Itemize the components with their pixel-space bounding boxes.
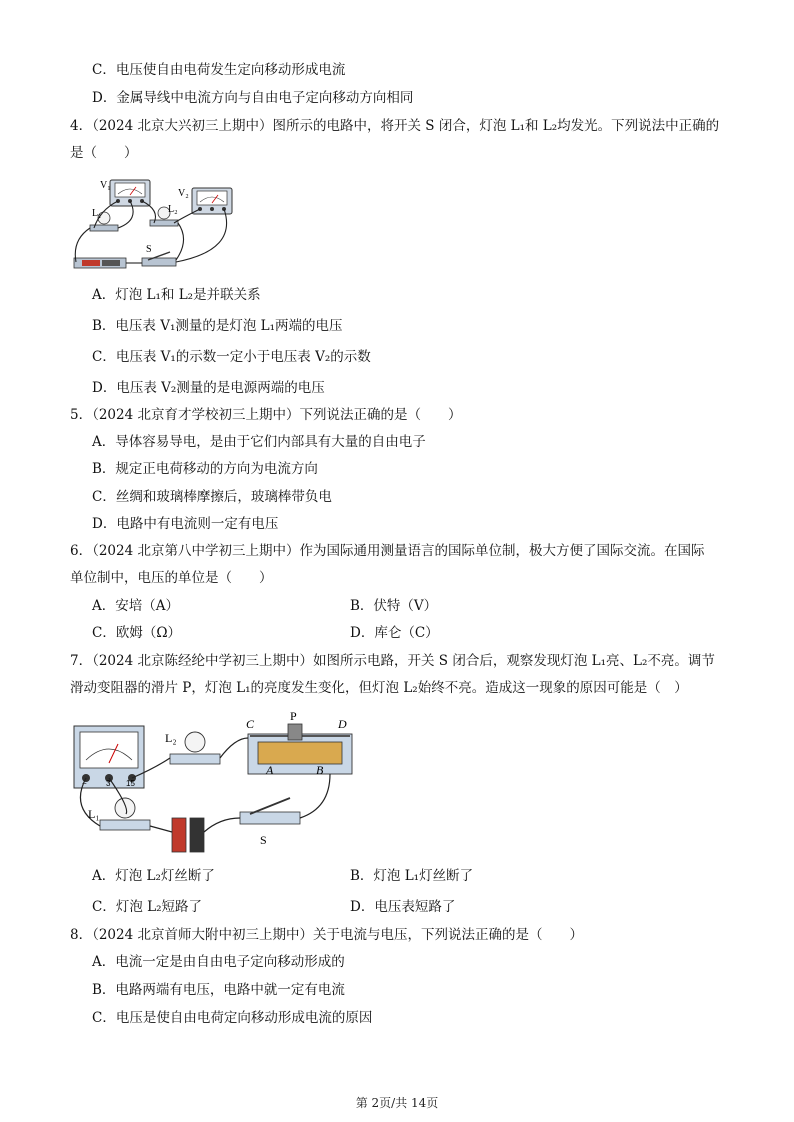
question-7-option-d: D．电压表短路了 xyxy=(350,899,456,915)
label-v2: V₂ xyxy=(178,188,189,199)
label-d: D xyxy=(338,717,347,731)
question-7-option-c: C．灯泡 L₂短路了 xyxy=(92,899,202,915)
question-6-option-d: D．库仑（C） xyxy=(350,625,439,641)
question-5-option-d: D．电路中有电流则一定有电压 xyxy=(92,516,279,532)
question-7-text: 7．（2024 北京陈经纶中学初三上期中）如图所示电路，开关 S 闭合后，观察发现灯泡 L₁亮、L₂不亮。调节 xyxy=(70,653,715,669)
prev-option-d: D．金属导线中电流方向与自由电子定向移动方向相同 xyxy=(92,90,414,106)
terminal-minus: − xyxy=(82,779,87,788)
page-number: 第 2页/共 14页 xyxy=(355,1096,439,1110)
label-a: A xyxy=(266,763,274,777)
label-s: S xyxy=(146,244,152,255)
battery-icon xyxy=(172,818,204,852)
question-6-text: 6．（2024 北京第八中学初三上期中）作为国际通用测量语言的国际单位制，极大方便了国际交流。在国际 xyxy=(70,543,705,559)
label-l1: L₁ xyxy=(88,807,100,821)
question-6-text-cont: 单位制中，电压的单位是（ ） xyxy=(70,570,273,586)
battery-icon xyxy=(74,258,126,268)
question-4-option-a: A．灯泡 L₁和 L₂是并联关系 xyxy=(92,287,261,303)
circuit-figure-2 xyxy=(70,708,360,858)
question-8-option-c: C．电压是使自由电荷定向移动形成电流的原因 xyxy=(92,1010,373,1026)
question-8-option-a: A．电流一定是由自由电子定向移动形成的 xyxy=(92,954,345,970)
question-7-option-b: B．灯泡 L₁灯丝断了 xyxy=(350,868,474,884)
question-6-option-c: C．欧姆（Ω） xyxy=(92,625,182,641)
question-4-option-c: C．电压表 V₁的示数一定小于电压表 V₂的示数 xyxy=(92,349,371,365)
bulb-l1-icon xyxy=(100,798,150,830)
label-v1: V₁ xyxy=(100,180,111,191)
question-5-option-c: C．丝绸和玻璃棒摩擦后，玻璃棒带负电 xyxy=(92,489,332,505)
question-7-option-a: A．灯泡 L₂灯丝断了 xyxy=(92,868,215,884)
question-5-text: 5．（2024 北京育才学校初三上期中）下列说法正确的是（ ） xyxy=(70,407,462,423)
switch-s-icon xyxy=(240,798,300,824)
question-8-text: 8．（2024 北京首师大附中初三上期中）关于电流与电压，下列说法正确的是（ ） xyxy=(70,927,583,943)
question-7-text-cont: 滑动变阻器的滑片 P，灯泡 L₁的亮度发生变化，但灯泡 L₂始终不亮。造成这一现象的原因可能是（ ） xyxy=(70,680,688,696)
question-4-text: 4．（2024 北京大兴初三上期中）图所示的电路中，将开关 S 闭合，灯泡 L₁和 L₂均发光。下列说法中正确的 xyxy=(70,118,720,134)
label-b: B xyxy=(316,763,324,777)
question-6-option-b: B．伏特（V） xyxy=(350,598,438,614)
label-l2: L₂ xyxy=(165,731,177,745)
terminal-15: 15 xyxy=(126,779,135,788)
question-5-option-b: B．规定正电荷移动的方向为电流方向 xyxy=(92,461,318,477)
label-l2: L₂ xyxy=(168,204,178,215)
question-4-text-cont: 是（ ） xyxy=(70,145,138,161)
label-p: P xyxy=(290,709,297,723)
label-c: C xyxy=(246,717,255,731)
question-4-option-b: B．电压表 V₁测量的是灯泡 L₁两端的电压 xyxy=(92,318,343,334)
prev-option-c: C．电压使自由电荷发生定向移动形成电流 xyxy=(92,62,346,78)
circuit-figure-1 xyxy=(70,170,240,280)
question-5-option-a: A．导体容易导电，是由于它们内部具有大量的自由电子 xyxy=(92,434,426,450)
label-l1: L₁ xyxy=(92,208,102,219)
label-s: S xyxy=(260,833,267,847)
bulb-l2-icon xyxy=(170,732,220,764)
rheostat-icon xyxy=(248,724,352,774)
question-6-option-a: A．安培（A） xyxy=(92,598,179,614)
question-4-option-d: D．电压表 V₂测量的是电源两端的电压 xyxy=(92,380,325,396)
question-8-option-b: B．电路两端有电压，电路中就一定有电流 xyxy=(92,982,345,998)
terminal-3: 3 xyxy=(106,779,111,788)
